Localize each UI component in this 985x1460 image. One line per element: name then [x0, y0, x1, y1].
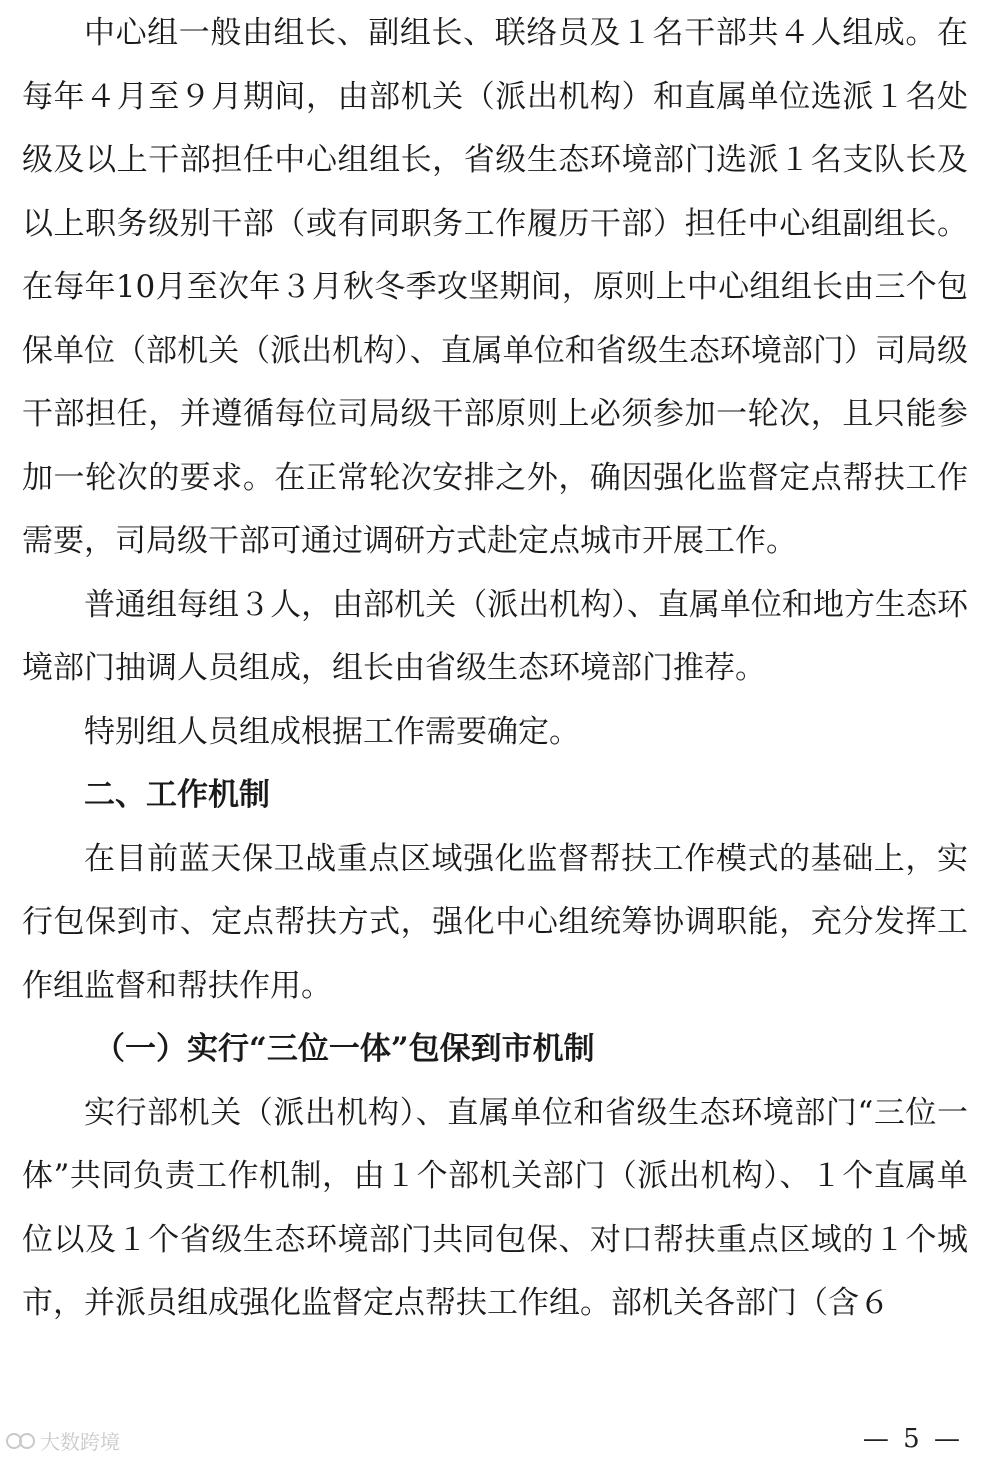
- paragraph-mechanism-intro: 在目前蓝天保卫战重点区域强化监督帮扶工作模式的基础上，实行包保到市、定点帮扶方式，强化中心组统筹协调职能，充分发挥工作组监督和帮扶作用。: [22, 840, 968, 1004]
- section-heading-work-mechanism: 二、工作机制: [84, 777, 270, 813]
- paragraph-special-group: 特别组人员组成根据工作需要确定。: [84, 713, 580, 750]
- paragraph-regular-group: 普通组每组３人，由部机关（派出机构）、直属单位和地方生态环境部门抽调人员组成，组长由省级生态环境部门推荐。: [22, 586, 968, 686]
- body-text: [22, 2, 968, 1336]
- watermark: [6, 1426, 120, 1455]
- subsection-heading-three-in-one: （一）实行“三位一体”包保到市机制: [94, 1031, 595, 1067]
- watermark-text: 大数跨境: [40, 1430, 120, 1454]
- watermark-logo-icon: [6, 1431, 36, 1451]
- paragraph-group-composition: 中心组一般由组长、副组长、联络员及１名干部共４人组成。在每年４月至９月期间，由部机关（派出机构）和直属单位选派１名处级及以上干部担任中心组组长，省级生态环境部门选派１名支队长及以上职务级别干部（或有同职务工作履历干部）担任中心组副组长。在每年10月至次年３月秋冬季攻坚期间，原则上中心组组长由三个包保单位（部机关（派出机构）、直属单位和省级生态环境部门）司局级干部担任，并遵循每位司局级干部原则上必须参加一轮次，且只能参加一轮次的要求。在正常轮次安排之外，确因强化监督定点帮扶工作需要，司局级干部可通过调研方式赴定点城市开展工作。: [22, 15, 968, 559]
- page-number: — 5 —: [862, 1424, 963, 1454]
- paragraph-three-in-one: 实行部机关（派出机构）、直属单位和省级生态环境部门“三位一体”共同负责工作机制，由１个部机关部门（派出机构）、１个直属单位以及１个省级生态环境部门共同包保、对口帮扶重点区域的１个城市，并派员组成强化监督定点帮扶工作组。部机关各部门（含６: [22, 1094, 968, 1321]
